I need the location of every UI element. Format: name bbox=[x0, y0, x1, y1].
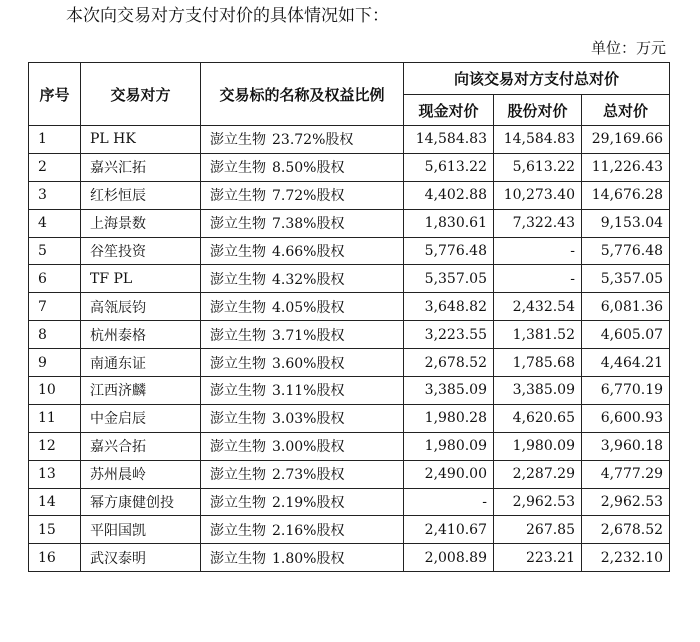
cell-cash: 5,357.05 bbox=[404, 265, 494, 293]
intro-text: 本次向交易对方支付对价的具体情况如下： bbox=[66, 6, 389, 26]
cell-counterparty: 南通东证 bbox=[81, 349, 201, 377]
cell-subject bbox=[201, 544, 404, 572]
cell-total: 4,605.07 bbox=[582, 321, 670, 349]
cell-subject-target: 澎立生物 bbox=[210, 495, 266, 512]
header-counterparty: 交易对方 bbox=[81, 63, 201, 126]
table-row bbox=[29, 153, 670, 181]
cell-counterparty: 上海景数 bbox=[81, 209, 201, 237]
cell-subject-ratio: 4.32%股权 bbox=[272, 271, 345, 288]
cell-subject-ratio: 4.66%股权 bbox=[272, 244, 345, 260]
cell-cash: 3,648.82 bbox=[404, 293, 494, 321]
cell-seq: 3 bbox=[29, 181, 81, 209]
cell-cash: 1,980.09 bbox=[404, 432, 494, 460]
cell-counterparty: 中金启辰 bbox=[81, 404, 201, 432]
cell-total: 14,676.28 bbox=[582, 181, 670, 209]
cell-subject-ratio: 3.11%股权 bbox=[272, 383, 345, 400]
cell-total: 29,169.66 bbox=[582, 126, 670, 154]
cell-cash: 14,584.83 bbox=[404, 126, 494, 154]
cell-subject bbox=[201, 460, 404, 488]
header-subject: 交易标的名称及权益比例 bbox=[201, 63, 404, 126]
cell-subject-ratio: 8.50%股权 bbox=[272, 160, 345, 177]
cell-cash: 5,613.22 bbox=[404, 153, 494, 181]
cell-cash: 2,490.00 bbox=[404, 460, 494, 488]
cell-seq: 7 bbox=[29, 293, 81, 321]
cell-seq: 6 bbox=[29, 265, 81, 293]
cell-subject-target: 澎立生物 bbox=[210, 467, 266, 484]
cell-subject bbox=[201, 516, 404, 544]
table-body bbox=[29, 126, 670, 572]
cell-shares: 3,385.09 bbox=[494, 377, 582, 405]
cell-shares: 7,322.43 bbox=[494, 209, 582, 237]
cell-seq: 2 bbox=[29, 153, 81, 181]
cell-subject-target: 澎立生物 bbox=[210, 383, 266, 400]
cell-subject-ratio: 7.72%股权 bbox=[272, 188, 345, 205]
cell-seq: 9 bbox=[29, 349, 81, 377]
cell-cash: 2,410.67 bbox=[404, 516, 494, 544]
cell-subject-target: 澎立生物 bbox=[210, 216, 266, 233]
cell-subject-target: 澎立生物 bbox=[210, 327, 266, 344]
header-payment-group: 向该交易对方支付总对价 bbox=[404, 63, 670, 95]
cell-counterparty: PL HK bbox=[81, 126, 201, 154]
cell-seq: 12 bbox=[29, 432, 81, 460]
cell-shares: 4,620.65 bbox=[494, 404, 582, 432]
table-row bbox=[29, 237, 670, 265]
cell-shares: 14,584.83 bbox=[494, 126, 582, 154]
cell-subject-target: 澎立生物 bbox=[210, 355, 266, 372]
cell-counterparty: 谷笙投资 bbox=[81, 237, 201, 265]
cell-seq: 1 bbox=[29, 126, 81, 154]
cell-total: 5,357.05 bbox=[582, 265, 670, 293]
cell-subject-ratio: 4.05%股权 bbox=[272, 299, 345, 316]
cell-counterparty: 高瓴辰钧 bbox=[81, 293, 201, 321]
cell-cash: 3,385.09 bbox=[404, 377, 494, 405]
cell-subject-ratio: 2.73%股权 bbox=[272, 467, 345, 484]
cell-subject bbox=[201, 209, 404, 237]
table-row bbox=[29, 265, 670, 293]
cell-total: 4,777.29 bbox=[582, 460, 670, 488]
cell-total: 2,678.52 bbox=[582, 516, 670, 544]
table-row bbox=[29, 544, 670, 572]
cell-seq: 15 bbox=[29, 516, 81, 544]
cell-shares: 5,613.22 bbox=[494, 153, 582, 181]
cell-total: 6,770.19 bbox=[582, 377, 670, 405]
cell-shares: 1,785.68 bbox=[494, 349, 582, 377]
cell-subject-target: 澎立生物 bbox=[210, 132, 266, 149]
cell-subject-target: 澎立生物 bbox=[210, 550, 266, 567]
cell-subject-target: 澎立生物 bbox=[210, 188, 266, 205]
cell-counterparty: TF PL bbox=[81, 265, 201, 293]
cell-seq: 4 bbox=[29, 209, 81, 237]
cell-subject-ratio: 3.71%股权 bbox=[272, 327, 345, 344]
cell-shares: 2,962.53 bbox=[494, 488, 582, 516]
cell-subject-ratio: 3.03%股权 bbox=[272, 411, 345, 428]
cell-seq: 10 bbox=[29, 377, 81, 405]
cell-counterparty: 嘉兴合拓 bbox=[81, 432, 201, 460]
cell-total: 9,153.04 bbox=[582, 209, 670, 237]
cell-subject bbox=[201, 237, 404, 265]
cell-shares: 223.21 bbox=[494, 544, 582, 572]
header-seq: 序号 bbox=[29, 63, 81, 126]
table-row bbox=[29, 460, 670, 488]
cell-subject-target: 澎立生物 bbox=[210, 271, 266, 288]
header-total: 总对价 bbox=[582, 95, 670, 126]
cell-seq: 14 bbox=[29, 488, 81, 516]
cell-subject bbox=[201, 293, 404, 321]
cell-subject-target: 澎立生物 bbox=[210, 299, 266, 316]
cell-subject-target: 澎立生物 bbox=[210, 160, 266, 177]
cell-subject bbox=[201, 349, 404, 377]
cell-total: 6,600.93 bbox=[582, 404, 670, 432]
header-shares: 股份对价 bbox=[494, 95, 582, 126]
cell-subject bbox=[201, 265, 404, 293]
cell-cash: 1,980.28 bbox=[404, 404, 494, 432]
cell-subject-target: 澎立生物 bbox=[210, 411, 266, 428]
cell-subject-ratio: 7.38%股权 bbox=[272, 216, 345, 233]
cell-shares: 267.85 bbox=[494, 516, 582, 544]
cell-subject-ratio: 3.00%股权 bbox=[272, 439, 345, 456]
consideration-table bbox=[28, 62, 670, 572]
cell-subject-ratio: 2.19%股权 bbox=[272, 495, 345, 512]
cell-total: 11,226.43 bbox=[582, 153, 670, 181]
cell-subject bbox=[201, 181, 404, 209]
cell-subject bbox=[201, 432, 404, 460]
cell-subject-target: 澎立生物 bbox=[210, 244, 266, 260]
cell-seq: 8 bbox=[29, 321, 81, 349]
cell-seq: 16 bbox=[29, 544, 81, 572]
cell-cash: 2,008.89 bbox=[404, 544, 494, 572]
cell-total: 2,232.10 bbox=[582, 544, 670, 572]
cell-subject-ratio: 2.16%股权 bbox=[272, 522, 345, 539]
cell-subject-ratio: 3.60%股权 bbox=[272, 355, 345, 372]
cell-total: 2,962.53 bbox=[582, 488, 670, 516]
table-row bbox=[29, 181, 670, 209]
table-row bbox=[29, 488, 670, 516]
cell-counterparty: 苏州晨岭 bbox=[81, 460, 201, 488]
table-row bbox=[29, 293, 670, 321]
table-row bbox=[29, 516, 670, 544]
table-row bbox=[29, 349, 670, 377]
cell-counterparty: 杭州泰格 bbox=[81, 321, 201, 349]
cell-subject bbox=[201, 404, 404, 432]
cell-seq: 11 bbox=[29, 404, 81, 432]
cell-subject bbox=[201, 488, 404, 516]
cell-shares: 1,381.52 bbox=[494, 321, 582, 349]
cell-counterparty: 嘉兴汇拓 bbox=[81, 153, 201, 181]
cell-counterparty: 幂方康健创投 bbox=[81, 488, 201, 516]
cell-subject-ratio: 23.72%股权 bbox=[272, 132, 354, 149]
cell-seq: 13 bbox=[29, 460, 81, 488]
cell-cash: 5,776.48 bbox=[404, 237, 494, 265]
cell-total: 3,960.18 bbox=[582, 432, 670, 460]
cell-cash: - bbox=[404, 488, 494, 516]
cell-subject-target: 澎立生物 bbox=[210, 522, 266, 539]
cell-cash: 4,402.88 bbox=[404, 181, 494, 209]
cell-shares: 10,273.40 bbox=[494, 181, 582, 209]
cell-cash: 1,830.61 bbox=[404, 209, 494, 237]
table-row bbox=[29, 432, 670, 460]
table-row bbox=[29, 377, 670, 405]
cell-shares: - bbox=[494, 265, 582, 293]
cell-total: 4,464.21 bbox=[582, 349, 670, 377]
cell-cash: 3,223.55 bbox=[404, 321, 494, 349]
cell-total: 5,776.48 bbox=[582, 237, 670, 265]
cell-shares: - bbox=[494, 237, 582, 265]
cell-shares: 2,287.29 bbox=[494, 460, 582, 488]
cell-cash: 2,678.52 bbox=[404, 349, 494, 377]
header-cash: 现金对价 bbox=[404, 95, 494, 126]
table-row bbox=[29, 404, 670, 432]
cell-counterparty: 江西济麟 bbox=[81, 377, 201, 405]
cell-subject bbox=[201, 153, 404, 181]
cell-counterparty: 红杉恒辰 bbox=[81, 181, 201, 209]
table-row bbox=[29, 209, 670, 237]
table-row bbox=[29, 126, 670, 154]
cell-subject bbox=[201, 377, 404, 405]
cell-subject bbox=[201, 321, 404, 349]
cell-counterparty: 武汉泰明 bbox=[81, 544, 201, 572]
table-row bbox=[29, 321, 670, 349]
cell-subject-target: 澎立生物 bbox=[210, 439, 266, 456]
cell-shares: 1,980.09 bbox=[494, 432, 582, 460]
cell-subject-ratio: 1.80%股权 bbox=[272, 550, 345, 567]
cell-counterparty: 平阳国凯 bbox=[81, 516, 201, 544]
unit-label: 单位：万元 bbox=[590, 39, 666, 57]
cell-seq: 5 bbox=[29, 237, 81, 265]
cell-subject bbox=[201, 126, 404, 154]
cell-total: 6,081.36 bbox=[582, 293, 670, 321]
cell-shares: 2,432.54 bbox=[494, 293, 582, 321]
